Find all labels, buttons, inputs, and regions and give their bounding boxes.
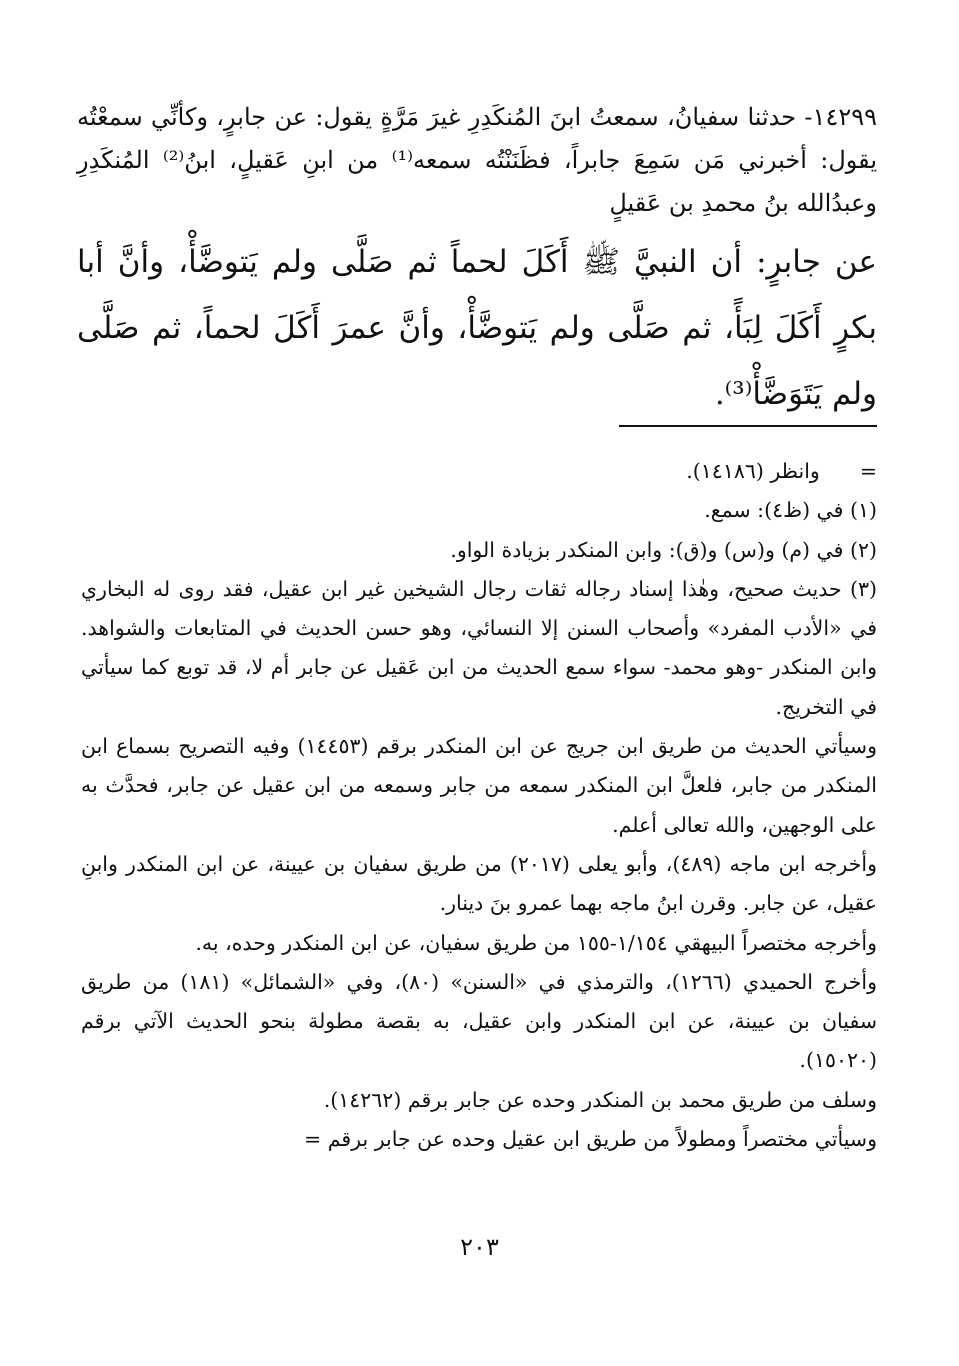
main-text [77,96,877,427]
continuation-text: وانظر (١٤١٨٦). [686,459,820,483]
footnote-3: (٣) حديث صحيح، وهٰذا إسناد رجاله ثقات رجال الشيخين غير ابن عقيل، فقد روى له البخاري في «الأدب المفرد» وأصحاب السنن إلا النسائي، وهو حسن الحديث في المتابعات والشواهد. وابن المنكدر -وهو محمد- سواء سمع الحديث من ابن عَقيل عن جابر أم لا، قد توبع كما سيأتي في التخريج. [81,576,877,719]
footnote-continuation [81,452,877,491]
footnote-3-para: وسلف من طريق محمد بن المنكدر وحده عن جابر برقم (١٤٢٦٢). [323,1087,877,1112]
footnote-3-para: وأخرجه مختصراً البيهقي ١/١٥٤-١٥٥ من طريق سفيان، عن ابن المنكدر وحده، به. [195,930,877,955]
hadith-matn: عن جابرٍ: أن النبيَّ ﷺ أَكَلَ لحماً ثم صَلَّى ولم يَتوضَّأْ، وأنَّ أبا بكرٍ أَكَلَ لِبَأً، ثم صَلَّى ولم يَتوضَّأْ، وأنَّ عمرَ أَكَلَ لحماً، ثم صَلَّى ولم يَتَوَضَّأْ⁽³⁾. [77,244,877,412]
footnote-separator [619,425,877,427]
page-number: ٢٠٣ [460,1233,499,1261]
hadith-isnad: ١٤٢٩٩- حدثنا سفيانُ، سمعتُ ابنَ المُنكَدِرِ غيرَ مَرَّةٍ يقول: عن جابرٍ، وكأنِّي سمعْتُه يقول: أخبرني مَن سَمِعَ جابراً، فظَنَنْتُه سمعه⁽¹⁾ من ابنِ عَقيلٍ، ابنُ⁽²⁾ المُنكَدِرِ وعبدُالله بنُ محمدِ بن عَقيلٍ [77,103,878,217]
footnote-3-para: وأخرجه ابن ماجه (٤٨٩)، وأبو يعلى (٢٠١٧) من طريق سفيان بن عيينة، عن ابن المنكدر وابنِ عقيل، عن جابر. وقرن ابنُ ماجه بهما عمرو بنَ دينار. [81,851,877,916]
footnote-2: (٢) في (م) و(س) و(ق): وابن المنكدر بزيادة الواو. [450,537,877,562]
footnote-3-para: وسيأتي مختصراً ومطولاً من طريق ابن عقيل وحده عن جابر برقم = [304,1127,877,1152]
footnote-1: (١) في (ظ٤): سمع. [704,498,877,523]
footnote-3-para: وأخرج الحميدي (١٢٦٦)، والترمذي في «السنن» (٨٠)، وفي «الشمائل» (١٨١) من طريق سفيان بن عيينة، عن ابن المنكدر وابن عقيل، به بقصة مطولة بنحو الحديث الآتي برقم (١٥٠٢٠). [81,969,877,1073]
footnotes [81,452,877,1159]
continuation-mark: = [859,459,877,483]
footnote-3-para: وسيأتي الحديث من طريق ابن جريج عن ابن المنكدر برقم (١٤٤٥٣) وفيه التصريح بسماع ابن المنكدر من جابر، فلعلَّ ابن المنكدر سمعه من جابر وسمعه من ابن عقيل عن جابر، فحدَّث به على الوجهين، والله تعالى أعلم. [81,734,877,837]
